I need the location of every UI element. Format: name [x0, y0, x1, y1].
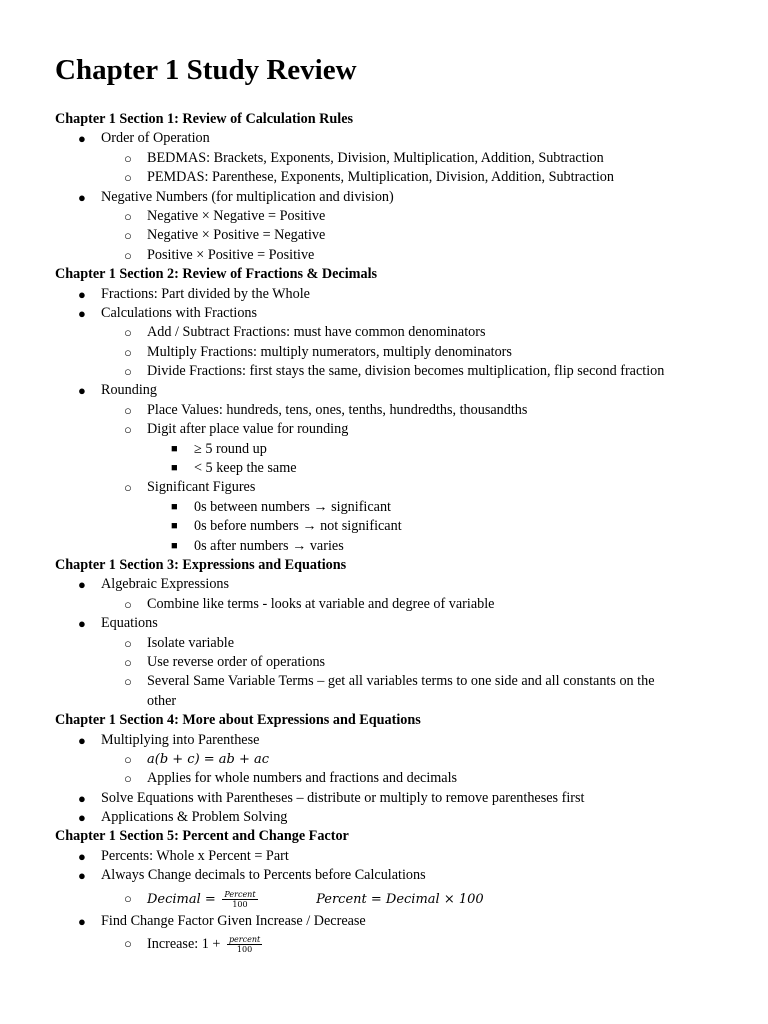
list-item: [0, 750, 768, 769]
bullet-dot: ●: [78, 616, 86, 632]
bullet-circle: ○: [124, 170, 132, 186]
bullet-circle: ○: [124, 150, 132, 166]
list-item: ○ Applies for whole numbers and fractions and decimals: [0, 769, 768, 788]
list-item: ● Find Change Factor Given Increase / Decrease: [0, 912, 768, 931]
bullet-dot: ●: [78, 868, 86, 884]
percent-over-100-fraction: $\frac{\text{percent}}{100}$: [228, 935, 261, 955]
list-item: ■ 0s after numbers → varies: [0, 537, 768, 556]
list-item: ● Multiplying into Parenthese: [0, 731, 768, 750]
list-item: [0, 886, 768, 912]
list-item: ○ Several Same Variable Terms – get all variables terms to one side and all constants on the: [0, 672, 768, 691]
bullet-square: ■: [171, 500, 178, 513]
list-item: ● Percents: Whole x Percent = Part: [0, 847, 768, 866]
list-item: ○ Use reverse order of operations: [0, 653, 768, 672]
list-item: ○ PEMDAS: Parenthese, Exponents, Multiplication, Division, Addition, Subtraction: [0, 168, 768, 187]
section-2-heading: Chapter 1 Section 2: Review of Fractions & Decimals: [55, 266, 378, 283]
bullet-circle: ○: [124, 228, 132, 244]
list-item: ○ Digit after place value for rounding: [0, 420, 768, 439]
bullet-dot: ●: [78, 810, 86, 826]
list-item: ● Rounding: [0, 381, 768, 400]
bullet-circle: ○: [124, 325, 132, 341]
bullet-circle: ○: [124, 890, 132, 906]
bullet-dot: ●: [78, 577, 86, 593]
decimal-lhs: Decimal =: [147, 891, 216, 907]
list-item: ○ Negative × Negative = Positive: [0, 207, 768, 226]
section-1-heading: Chapter 1 Section 1: Review of Calculation Rules: [55, 111, 354, 127]
list-item-continuation: other: [147, 692, 177, 709]
bullet-circle: ○: [124, 936, 132, 952]
bullet-dot: ●: [78, 383, 86, 399]
list-item: ● Fractions: Part divided by the Whole: [0, 285, 768, 304]
list-item: ● Applications & Problem Solving: [0, 808, 768, 827]
bullet-dot: ●: [78, 732, 86, 748]
list-item: ■ 0s between numbers → significant: [0, 498, 768, 517]
list-item: ● Negative Numbers (for multiplication and division): [0, 188, 768, 207]
list-item: ○ Positive × Positive = Positive: [0, 246, 768, 265]
list-item: ○ Divide Fractions: first stays the same, division becomes multiplication, flip second fraction: [0, 362, 768, 381]
section-3-heading: Chapter 1 Section 3: Expressions and Equations: [55, 556, 347, 573]
bullet-dot: ●: [78, 790, 86, 806]
bullet-square: ■: [171, 520, 178, 533]
bullet-dot: ●: [78, 286, 86, 302]
list-item: ○ Add / Subtract Fractions: must have common denominators: [0, 323, 768, 342]
bullet-square: ■: [171, 462, 178, 475]
list-item: ● Order of Operation: [0, 129, 768, 148]
study-review-content: [0, 110, 768, 957]
bullet-circle: ○: [124, 422, 132, 438]
percent-equation: Percent = Decimal × 100: [316, 891, 484, 907]
bullet-circle: ○: [124, 480, 132, 496]
bullet-circle: ○: [124, 364, 132, 380]
bullet-circle: ○: [124, 654, 132, 670]
list-item: ○ Significant Figures: [0, 478, 768, 497]
bullet-circle: ○: [124, 344, 132, 360]
bullet-dot: ●: [78, 305, 86, 321]
list-item: ■ < 5 keep the same: [0, 459, 768, 478]
list-item: ○ Multiply Fractions: multiply numerators, multiply denominators: [0, 343, 768, 362]
bullet-square: ■: [171, 442, 178, 455]
bullet-circle: ○: [124, 402, 132, 418]
list-item: ● Equations: [0, 614, 768, 633]
bullet-circle: ○: [124, 771, 132, 787]
bullet-circle: ○: [124, 596, 132, 612]
bullet-dot: ●: [78, 189, 86, 205]
bullet-dot: ●: [78, 848, 86, 864]
bullet-circle: ○: [124, 674, 132, 690]
increase-label: Increase: 1 +: [147, 936, 221, 953]
list-item: ● Always Change decimals to Percents before Calculations: [0, 866, 768, 885]
list-item: [0, 931, 768, 957]
section-4-heading: Chapter 1 Section 4: More about Expressions and Equations: [55, 712, 421, 729]
bullet-circle: ○: [124, 751, 132, 767]
list-item: ○ Combine like terms - looks at variable and degree of variable: [0, 595, 768, 614]
section-5-heading: Chapter 1 Section 5: Percent and Change Factor: [55, 828, 349, 845]
list-item: ● Calculations with Fractions: [0, 304, 768, 323]
bullet-circle: ○: [124, 247, 132, 263]
bullet-circle: ○: [124, 635, 132, 651]
bullet-dot: ●: [78, 913, 86, 929]
page-title: Chapter 1 Study Review: [55, 54, 357, 86]
list-item: ○ BEDMAS: Brackets, Exponents, Division, Multiplication, Addition, Subtraction: [0, 149, 768, 168]
bullet-circle: ○: [124, 208, 132, 224]
list-item: ○ Negative × Positive = Negative: [0, 226, 768, 245]
distributive-formula: a(b + c) = ab + ac: [147, 751, 270, 767]
list-item: ○ Place Values: hundreds, tens, ones, tenths, hundredths, thousandths: [0, 401, 768, 420]
list-item: ■ ≥ 5 round up: [0, 440, 768, 459]
list-item: ○ Isolate variable: [0, 634, 768, 653]
bullet-square: ■: [171, 539, 178, 552]
percent-over-100-fraction: $\frac{\text{Percent}}{100}$: [224, 889, 256, 909]
list-item: ■ 0s before numbers → not significant: [0, 517, 768, 536]
bullet-dot: ●: [78, 131, 86, 147]
list-item: ● Solve Equations with Parentheses – distribute or multiply to remove parentheses first: [0, 789, 768, 808]
list-item: ● Algebraic Expressions: [0, 575, 768, 594]
